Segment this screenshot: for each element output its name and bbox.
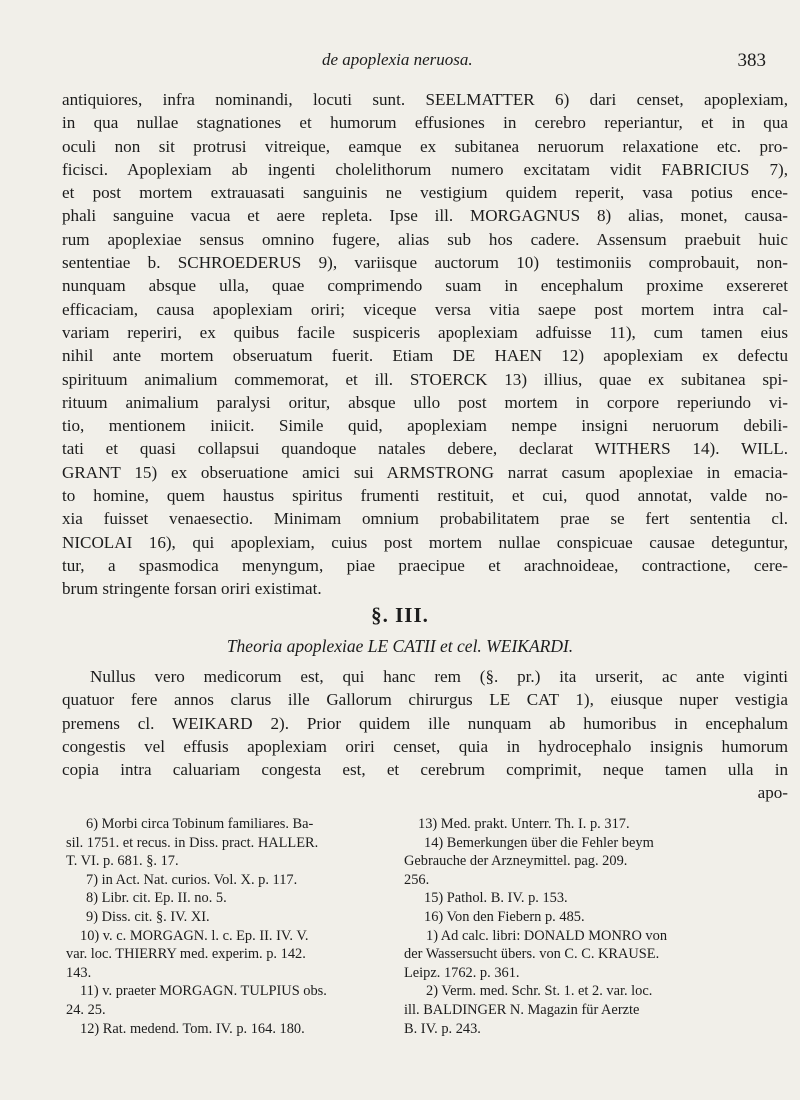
text-line: in qua nullae stagnationes et humorum effusiones in cerebro reperiantur, et in qua [62,113,788,133]
text-line: congestis vel effusis apoplexiam oriri censet, quia in hydrocephalo insignis humorum [62,736,788,756]
section-title: Theoria apoplexiae LE CATII et cel. WEIKARDI. [226,636,574,656]
footnote-line: 8) Libr. cit. Ep. II. no. 5. [86,890,227,907]
text-line: variam reperiri, ex quibus facile suspiceris apoplexiam adfuisse 11), cum tamen eius [62,322,788,342]
footnote-line: 9) Diss. cit. §. IV. XI. [86,908,210,925]
text-line: antiquiores, infra nominandi, locuti sunt. SEELMATTER 6) dari censet, apoplexiam, [62,90,788,109]
running-title: de apoplexia neruosa. [322,50,473,69]
text-line: spirituum animalium commemorat, et ill. STOERCK 13) illius, quae ex subitanea spi- [62,369,788,389]
footnote-line: 10) v. c. MORGAGN. l. c. Ep. II. IV. V. [80,927,309,944]
footnote-line: 6) Morbi circa Tobinum familiares. Ba- [86,816,314,832]
text-line: phali sanguine vacua et aere repleta. Ipse ill. MORGAGNUS 8) alias, monet, causa- [62,206,788,226]
footnote-line: 15) Pathol. B. IV. p. 153. [424,890,568,907]
text-line: to homine, quem haustus spiritus frumenti restituit, et cui, quod annotat, valde no- [62,486,788,506]
footnote-line: 24. 25. [66,1001,106,1018]
text-line: rum apoplexiae sensus omnino fugere, alias sub hos cadere. Assensum praebuit huic [62,229,788,249]
section-number: §. III. [371,603,429,627]
footnote-line: Gebrauche der Arzneymittel. pag. 209. [404,853,628,870]
footnote-line: 2) Verm. med. Schr. St. 1. et 2. var. loc. [426,983,653,1000]
footnote-line: 11) v. praeter MORGAGN. TULPIUS obs. [80,983,327,1000]
text-line: rituum animalium paralysi oritur, absque ullo post mortem in corpore reperiundo vi- [62,392,788,412]
footnote-line: sil. 1751. et recus. in Diss. pract. HALLER. [66,834,319,851]
footnote-line: ill. BALDINGER N. Magazin für Aerzte [404,1001,640,1018]
text-line: nunquam absque ulla, quae comprimendo suam in encephalum proxime exsereret [62,276,788,296]
text-line: nihil ante mortem obseruatum fuerit. Etiam DE HAEN 12) apoplexiam ex defectu [62,346,788,366]
text-line: tati et quasi collapsui quandoque natales debere, declarat WITHERS 14). WILL. [62,439,788,459]
footnote-line: 143. [66,964,92,981]
text-line: oculi non sit protrusi vitreique, eamque ex subitanea neruorum relaxatione etc. pro- [62,136,788,156]
footnote-line: Leipz. 1762. p. 361. [404,964,520,981]
text-line: ficisci. Apoplexiam ab ingenti cholelithorum numero excitatam vidit FABRICIUS 7), [62,159,788,179]
body-paragraph-2 [62,665,788,805]
text-line: tur, a spasmodica menyngum, piae praecipue et arachnoideae, contractione, cere- [62,555,788,575]
footnote-line: der Wassersucht übers. von C. C. KRAUSE. [404,946,660,963]
footnote-line: B. IV. p. 243. [404,1020,481,1037]
footnote-line: 16) Von den Fiebern p. 485. [424,908,585,925]
text-line: brum stringente forsan oriri existimat. [62,579,322,599]
text-line: GRANT 15) ex obseruatione amici sui ARMSTRONG narrat casum apoplexiae in emacia- [62,462,788,482]
text-line: xia fuisset venaesectio. Minimam omnium probabilitatem prae se fert sententia cl. [62,509,788,529]
footnote-line: 1) Ad calc. libri: DONALD MONRO von [426,927,668,944]
footnotes-right-column [404,815,786,1038]
footnote-line: 12) Rat. medend. Tom. IV. p. 164. 180. [80,1020,305,1037]
footnote-line: T. VI. p. 681. §. 17. [66,853,179,870]
footnote-line: 14) Bemerkungen über die Fehler beym [424,834,654,851]
text-line: Nullus vero medicorum est, qui hanc rem (§. pr.) ita urserit, ac ante viginti [90,667,788,686]
text-line: sententiae b. SCHROEDERUS 9), variisque auctorum 10) testimoniis comprobauit, non- [62,253,788,273]
footnotes-left-column [66,815,396,1038]
footnotes [66,815,786,1035]
footnote-line: 13) Med. prakt. Unterr. Th. I. p. 317. [418,816,630,832]
catchword: apo- [757,783,788,803]
text-line: NICOLAI 16), qui apoplexiam, cuius post mortem nullae conspicuae causae deteguntur, [62,532,788,552]
footnote-line: 256. [404,871,430,888]
text-line: copia intra caluariam congesta est, et cerebrum comprimit, neque tamen ulla in [62,760,788,780]
text-line: tio, mentionem iniicit. Simile quid, apoplexiam nempe insigni neruorum debili- [62,416,788,436]
text-line: quatuor fere annos clarus ille Gallorum chirurgus LE CAT 1), eiusque nuper vestigia [62,690,788,710]
body-paragraph [62,88,788,601]
text-line: efficaciam, causa apoplexiam oriri; viceque versa vitia saepe post mortem intra cal- [62,299,788,319]
page-number: 383 [737,50,766,71]
footnote-line: 7) in Act. Nat. curios. Vol. X. p. 117. [86,871,298,888]
running-head [0,50,800,74]
text-line: et post mortem extrauasati sanguinis ne vestigium quidem reperit, vasa potius ence- [62,183,788,203]
text-line: premens cl. WEIKARD 2). Prior quidem ille nunquam ab humoribus in encephalum [62,713,788,733]
footnote-line: var. loc. THIERRY med. experim. p. 142. [66,946,306,963]
